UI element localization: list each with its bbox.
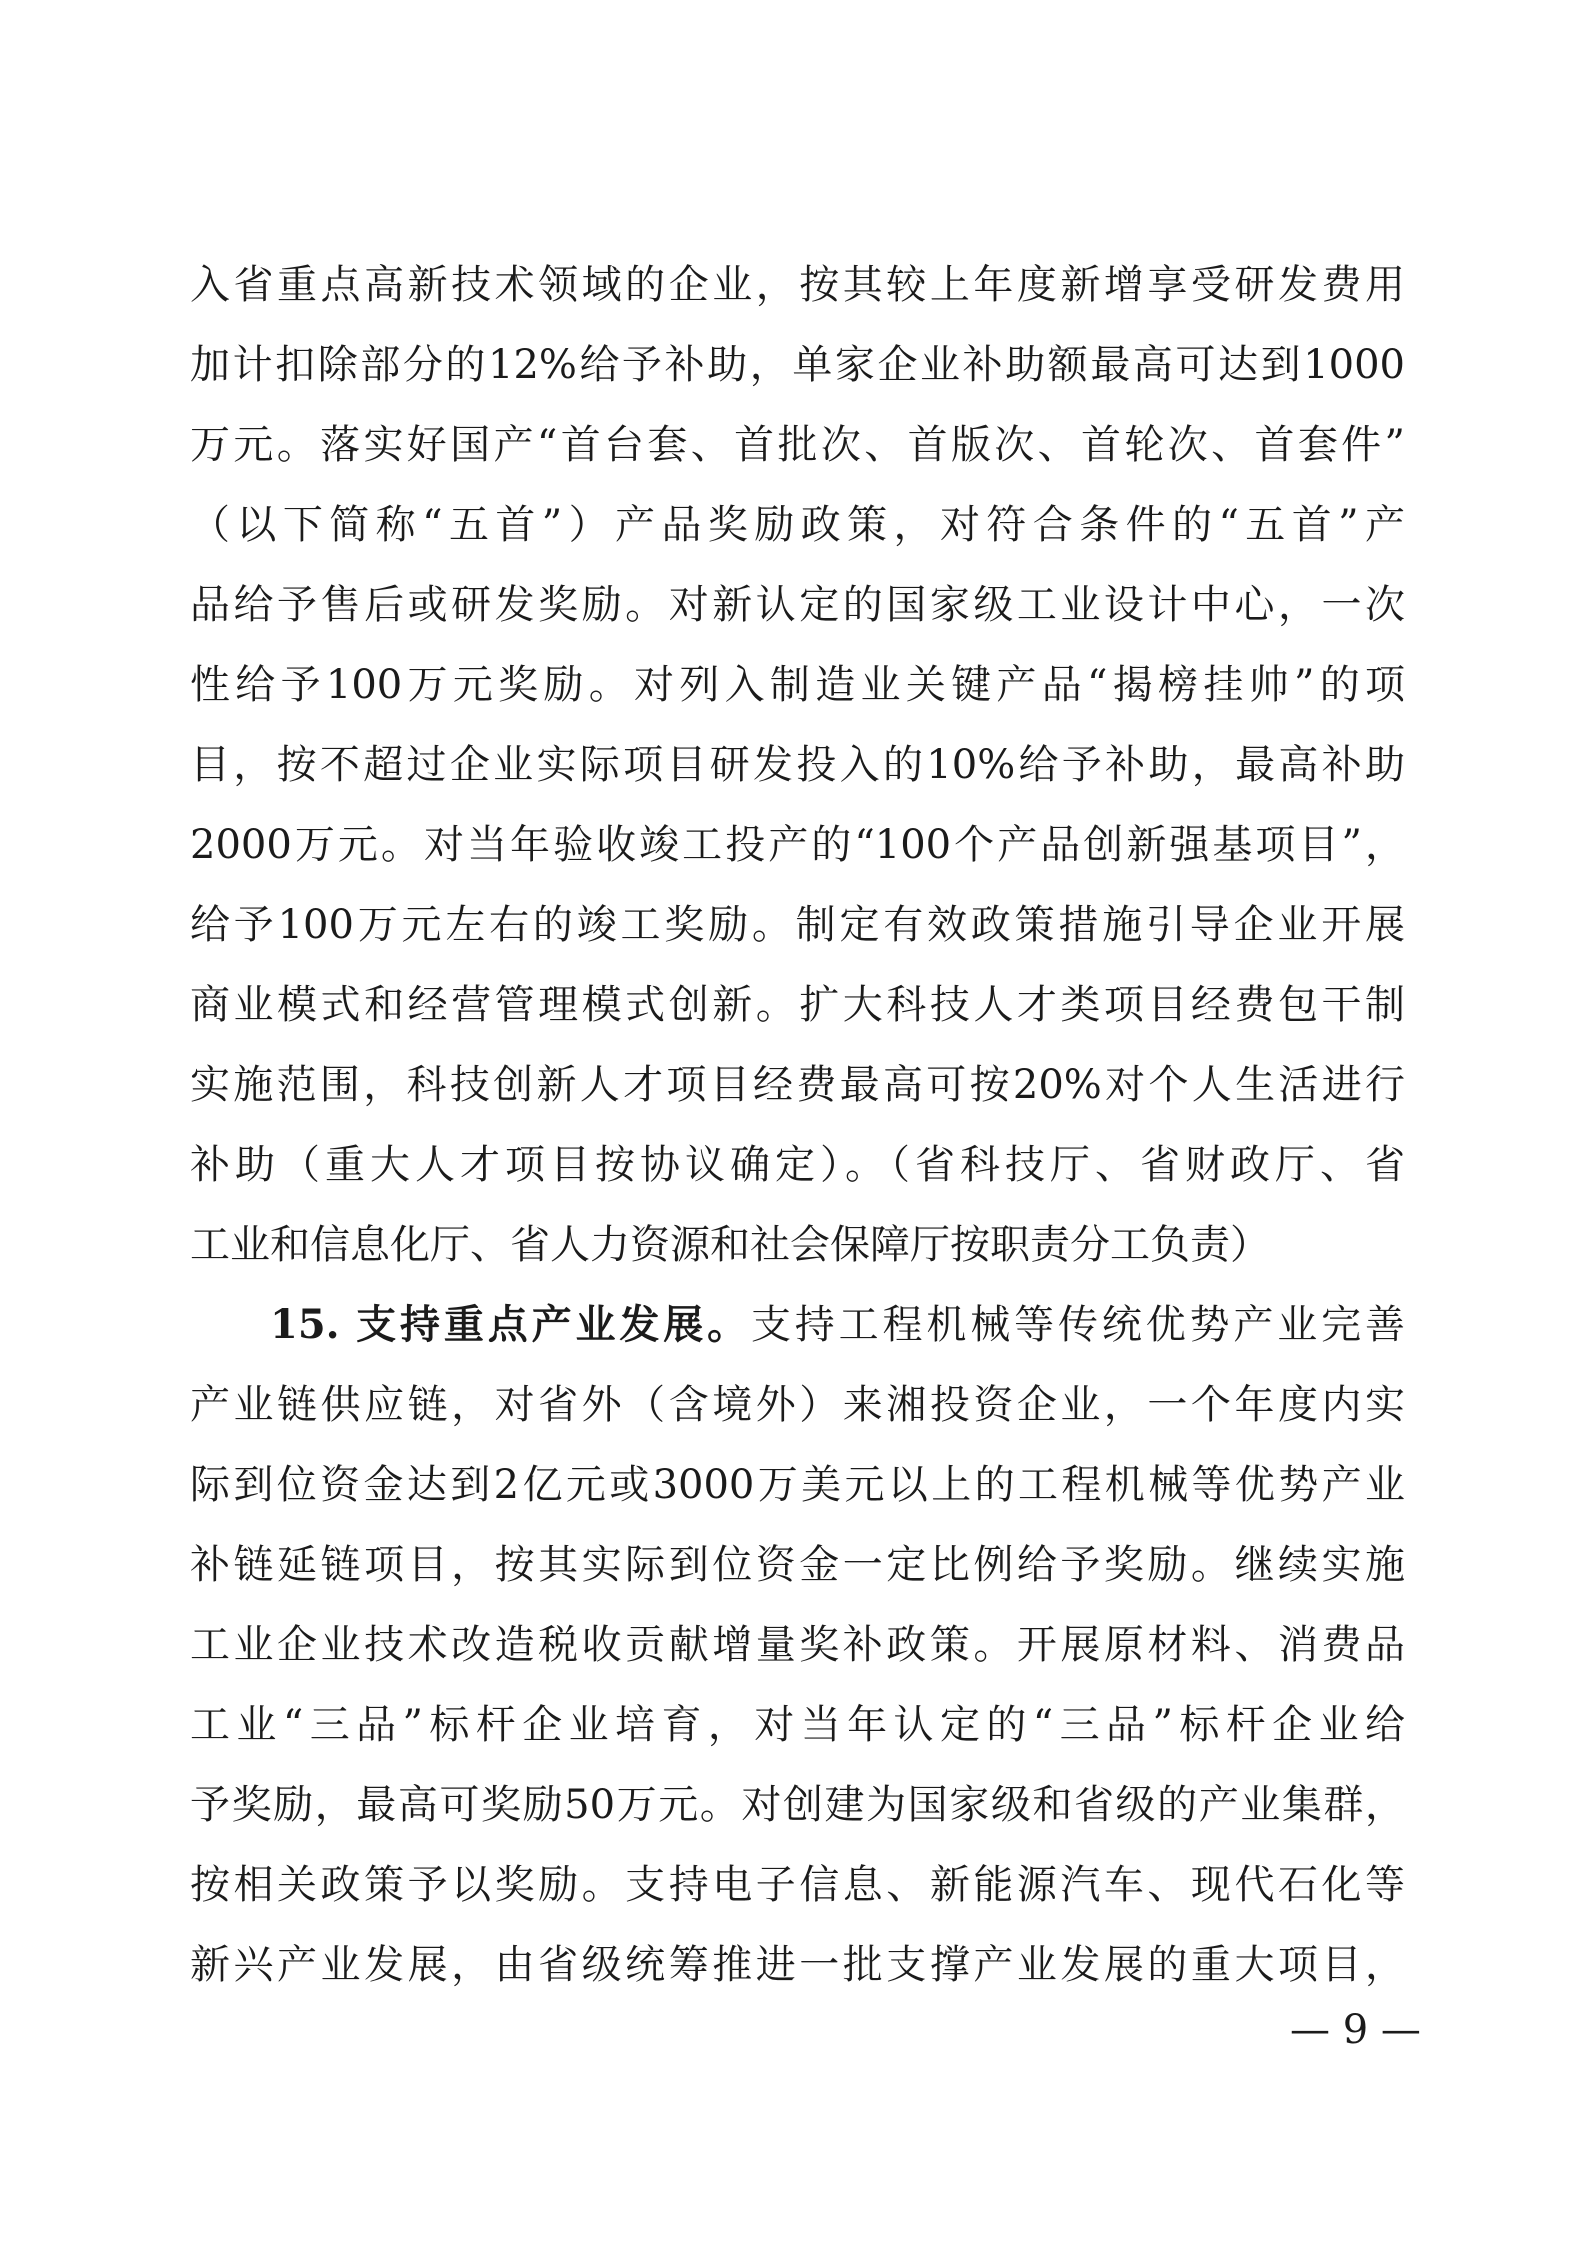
text-line: 性给予100万元奖励。对列入制造业关键产品“揭榜挂帅”的项 bbox=[190, 662, 1405, 708]
text-line: 给予100万元左右的竣工奖励。制定有效政策措施引导企业开展 bbox=[190, 902, 1405, 948]
text-line: 工业“三品”标杆企业培育，对当年认定的“三品”标杆企业给 bbox=[190, 1702, 1405, 1748]
page-number: — 9 — bbox=[1290, 2007, 1421, 2053]
paragraph-text: 支持工程机械等传统优势产业完善 bbox=[750, 1302, 1405, 1348]
paragraph-number: 15. bbox=[270, 1301, 340, 1348]
text-line: 工业和信息化厅、省人力资源和社会保障厅按职责分工负责） bbox=[190, 1222, 1270, 1268]
text-line: 际到位资金达到2亿元或3000万美元以上的工程机械等优势产业 bbox=[190, 1462, 1405, 1508]
text-line: 商业模式和经营管理模式创新。扩大科技人才类项目经费包干制 bbox=[190, 982, 1405, 1028]
paragraph-heading: 支持重点产业发展。 bbox=[356, 1301, 751, 1348]
document-body bbox=[190, 245, 1405, 2075]
paragraph-15-first-line bbox=[190, 1285, 1405, 1365]
text-line: 加计扣除部分的12%给予补助，单家企业补助额最高可达到1000 bbox=[190, 342, 1405, 388]
text-line: 补助（重大人才项目按协议确定）。（省科技厅、省财政厅、省 bbox=[190, 1142, 1405, 1188]
text-line: （以下简称“五首”）产品奖励政策，对符合条件的“五首”产 bbox=[190, 502, 1405, 548]
text-line: 工业企业技术改造税收贡献增量奖补政策。开展原材料、消费品 bbox=[190, 1622, 1405, 1668]
text-line: 新兴产业发展，由省级统筹推进一批支撑产业发展的重大项目， bbox=[190, 1942, 1405, 1988]
text-line: 入省重点高新技术领域的企业，按其较上年度新增享受研发费用 bbox=[190, 262, 1405, 308]
text-line: 2000万元。对当年验收竣工投产的“100个产品创新强基项目”， bbox=[190, 822, 1405, 868]
text-line: 目，按不超过企业实际项目研发投入的10%给予补助，最高补助 bbox=[190, 742, 1405, 788]
text-line: 万元。落实好国产“首台套、首批次、首版次、首轮次、首套件” bbox=[190, 422, 1405, 468]
text-line: 产业链供应链，对省外（含境外）来湘投资企业，一个年度内实 bbox=[190, 1382, 1405, 1428]
text-line: 品给予售后或研发奖励。对新认定的国家级工业设计中心，一次 bbox=[190, 582, 1405, 628]
text-line: 实施范围，科技创新人才项目经费最高可按20%对个人生活进行 bbox=[190, 1062, 1405, 1108]
text-line: 按相关政策予以奖励。支持电子信息、新能源汽车、现代石化等 bbox=[190, 1862, 1405, 1908]
text-line: 予奖励，最高可奖励50万元。对创建为国家级和省级的产业集群， bbox=[190, 1782, 1405, 1828]
text-line: 补链延链项目，按其实际到位资金一定比例给予奖励。继续实施 bbox=[190, 1542, 1405, 1588]
